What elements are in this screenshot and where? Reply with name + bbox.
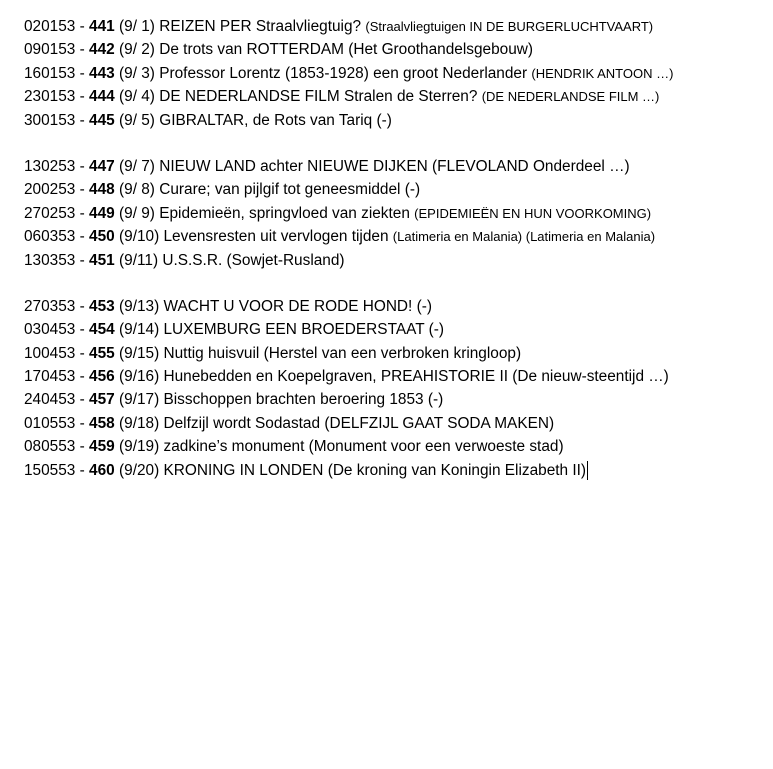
- entry-note: (-): [428, 321, 445, 339]
- entry-date: 130253: [24, 157, 76, 175]
- entry-title: Bisschoppen brachten beroering 1853: [163, 391, 428, 409]
- entry-title: Levensresten uit vervlogen tijden: [163, 228, 393, 246]
- entry-volume: (9/ 9): [114, 204, 160, 222]
- entry-note: (EPIDEMIEËN EN HUN VOORKOMING): [414, 205, 652, 221]
- entry-separator: -: [75, 88, 90, 106]
- entry-note: (Sowjet-Rusland): [226, 251, 345, 269]
- entry-volume: (9/ 4): [114, 88, 160, 106]
- entry-note: (De kroning van Koningin Elizabeth II): [327, 461, 587, 479]
- entry-separator: -: [75, 368, 90, 386]
- entry-note: (DE NEDERLANDSE FILM …): [481, 89, 660, 105]
- entry-line[interactable]: [24, 109, 773, 132]
- entry-volume: (9/14): [114, 321, 164, 339]
- entry-note: (Het Groothandelsgebouw): [348, 41, 534, 59]
- entry-separator: -: [75, 344, 90, 362]
- entry-line[interactable]: [24, 38, 773, 61]
- entry-date: 170453: [24, 368, 76, 386]
- entry-title: GIBRALTAR, de Rots van Tariq: [159, 111, 377, 129]
- entry-number: 458: [89, 414, 115, 432]
- entry-volume: (9/11): [114, 251, 163, 269]
- entry-line[interactable]: [24, 412, 773, 435]
- entry-note: (-): [404, 181, 421, 199]
- entry-line[interactable]: [24, 435, 773, 458]
- entry-note: (-): [416, 297, 432, 315]
- entry-note: (Latimeria en Malania) (Latimeria en Malania): [392, 229, 656, 245]
- entry-date: 270353: [24, 297, 76, 315]
- entry-date: 020153: [24, 18, 76, 35]
- entry-note: (FLEVOLAND Onderdeel …): [432, 157, 630, 175]
- entry-volume: (9/19): [114, 438, 164, 456]
- entry-group: [24, 295, 773, 482]
- entry-title: De trots van ROTTERDAM: [159, 41, 349, 59]
- entry-title: zadkine’s monument: [163, 438, 309, 456]
- entry-line[interactable]: [24, 295, 773, 318]
- entry-title: NIEUW LAND achter NIEUWE DIJKEN: [159, 157, 433, 175]
- entry-date: 230153: [24, 88, 76, 106]
- entry-line[interactable]: [24, 15, 773, 38]
- entry-volume: (9/ 2): [114, 41, 160, 59]
- entry-number: 454: [89, 321, 115, 339]
- entry-title: Nuttig huisvuil: [163, 344, 264, 362]
- entry-separator: -: [75, 297, 90, 315]
- entry-date: 030453: [24, 321, 76, 339]
- entry-separator: -: [75, 111, 90, 129]
- entry-number: 460: [89, 461, 115, 479]
- entry-title: Professor Lorentz (1853-1928) een groot Nederlander: [159, 64, 532, 82]
- entry-separator: -: [75, 157, 90, 175]
- entry-title: Hunebedden en Koepelgraven, PREAHISTORIE II: [163, 368, 513, 386]
- entry-date: 090153: [24, 41, 76, 59]
- entry-number: 449: [89, 204, 115, 222]
- entry-volume: (9/ 8): [114, 181, 160, 199]
- entry-number: 459: [89, 438, 115, 456]
- entry-line[interactable]: [24, 365, 773, 388]
- entry-group: [24, 15, 773, 132]
- entry-volume: (9/ 3): [114, 64, 160, 82]
- entry-date: 010553: [24, 414, 76, 432]
- text-cursor: [587, 461, 588, 480]
- entry-separator: -: [75, 438, 90, 456]
- entry-number: 451: [89, 251, 115, 269]
- entry-title: Epidemieën, springvloed van ziekten: [159, 204, 415, 222]
- entry-line[interactable]: [24, 318, 773, 341]
- entry-date: 270253: [24, 204, 76, 222]
- entry-number: 455: [89, 344, 115, 362]
- entry-separator: -: [75, 64, 90, 82]
- entry-note: (Monument voor een verwoeste stad): [308, 438, 564, 456]
- entry-volume: (9/18): [114, 414, 164, 432]
- entry-separator: -: [75, 181, 90, 199]
- entry-group: [24, 155, 773, 272]
- entry-line[interactable]: [24, 225, 773, 248]
- entry-title: LUXEMBURG EEN BROEDERSTAAT: [163, 321, 429, 339]
- entry-number: 445: [89, 111, 115, 129]
- entry-number: 447: [89, 157, 115, 175]
- entry-volume: (9/20): [114, 461, 164, 479]
- entry-title: DE NEDERLANDSE FILM Stralen de Sterren?: [159, 88, 482, 106]
- entry-line[interactable]: [24, 62, 773, 85]
- entry-title: KRONING IN LONDEN: [163, 461, 328, 479]
- entry-note: (-): [427, 391, 444, 409]
- entry-note: (DELFZIJL GAAT SODA MAKEN): [324, 414, 555, 432]
- entry-separator: -: [75, 18, 90, 35]
- entry-separator: -: [75, 204, 90, 222]
- entry-separator: -: [75, 41, 90, 59]
- entry-date: 240453: [24, 391, 76, 409]
- entry-note: (Herstel van een verbroken kringloop): [263, 344, 522, 362]
- entry-date: 080553: [24, 438, 76, 456]
- entry-separator: -: [75, 321, 90, 339]
- entry-number: 448: [89, 181, 115, 199]
- entry-date: 300153: [24, 111, 76, 129]
- entry-number: 444: [89, 88, 115, 106]
- entry-volume: (9/15): [114, 344, 164, 362]
- entry-date: 060353: [24, 228, 76, 246]
- entry-number: 441: [89, 18, 115, 35]
- entry-number: 456: [89, 368, 115, 386]
- entry-number: 442: [89, 41, 115, 59]
- entry-line[interactable]: [24, 249, 773, 272]
- entry-separator: -: [75, 414, 90, 432]
- entry-number: 443: [89, 64, 115, 82]
- entry-separator: -: [75, 251, 90, 269]
- entry-date: 160153: [24, 64, 76, 82]
- entry-separator: -: [75, 391, 90, 409]
- entry-volume: (9/ 1): [114, 18, 160, 35]
- entry-title: Curare; van pijlgif tot geneesmiddel: [159, 181, 405, 199]
- entry-title: REIZEN PER Straalvliegtuig?: [159, 18, 366, 35]
- entry-number: 457: [89, 391, 115, 409]
- entry-line[interactable]: [24, 459, 773, 482]
- entry-note: (HENDRIK ANTOON …): [531, 65, 674, 81]
- entry-separator: -: [75, 228, 90, 246]
- entry-line[interactable]: [24, 388, 773, 411]
- entry-list: [24, 15, 773, 482]
- entry-note: (-): [376, 111, 392, 129]
- entry-note: (De nieuw-steentijd …): [512, 368, 669, 386]
- entry-line[interactable]: [24, 178, 773, 201]
- entry-date: 100453: [24, 344, 76, 362]
- entry-line[interactable]: [24, 85, 773, 108]
- entry-volume: (9/17): [114, 391, 164, 409]
- entry-title: U.S.S.R.: [162, 251, 227, 269]
- entry-line[interactable]: [24, 155, 773, 178]
- entry-volume: (9/10): [114, 228, 164, 246]
- entry-title: WACHT U VOOR DE RODE HOND!: [163, 297, 417, 315]
- entry-line[interactable]: [24, 202, 773, 225]
- entry-line[interactable]: [24, 342, 773, 365]
- entry-separator: -: [75, 461, 90, 479]
- entry-volume: (9/ 5): [114, 111, 160, 129]
- entry-number: 450: [89, 228, 115, 246]
- entry-date: 200253: [24, 181, 76, 199]
- entry-number: 453: [89, 297, 115, 315]
- entry-title: Delfzijl wordt Sodastad: [163, 414, 325, 432]
- entry-volume: (9/13): [114, 297, 164, 315]
- entry-date: 150553: [24, 461, 76, 479]
- entry-volume: (9/16): [114, 368, 164, 386]
- entry-note: (Straalvliegtuigen IN DE BURGERLUCHTVAART): [365, 19, 654, 34]
- entry-volume: (9/ 7): [114, 157, 160, 175]
- entry-date: 130353: [24, 251, 76, 269]
